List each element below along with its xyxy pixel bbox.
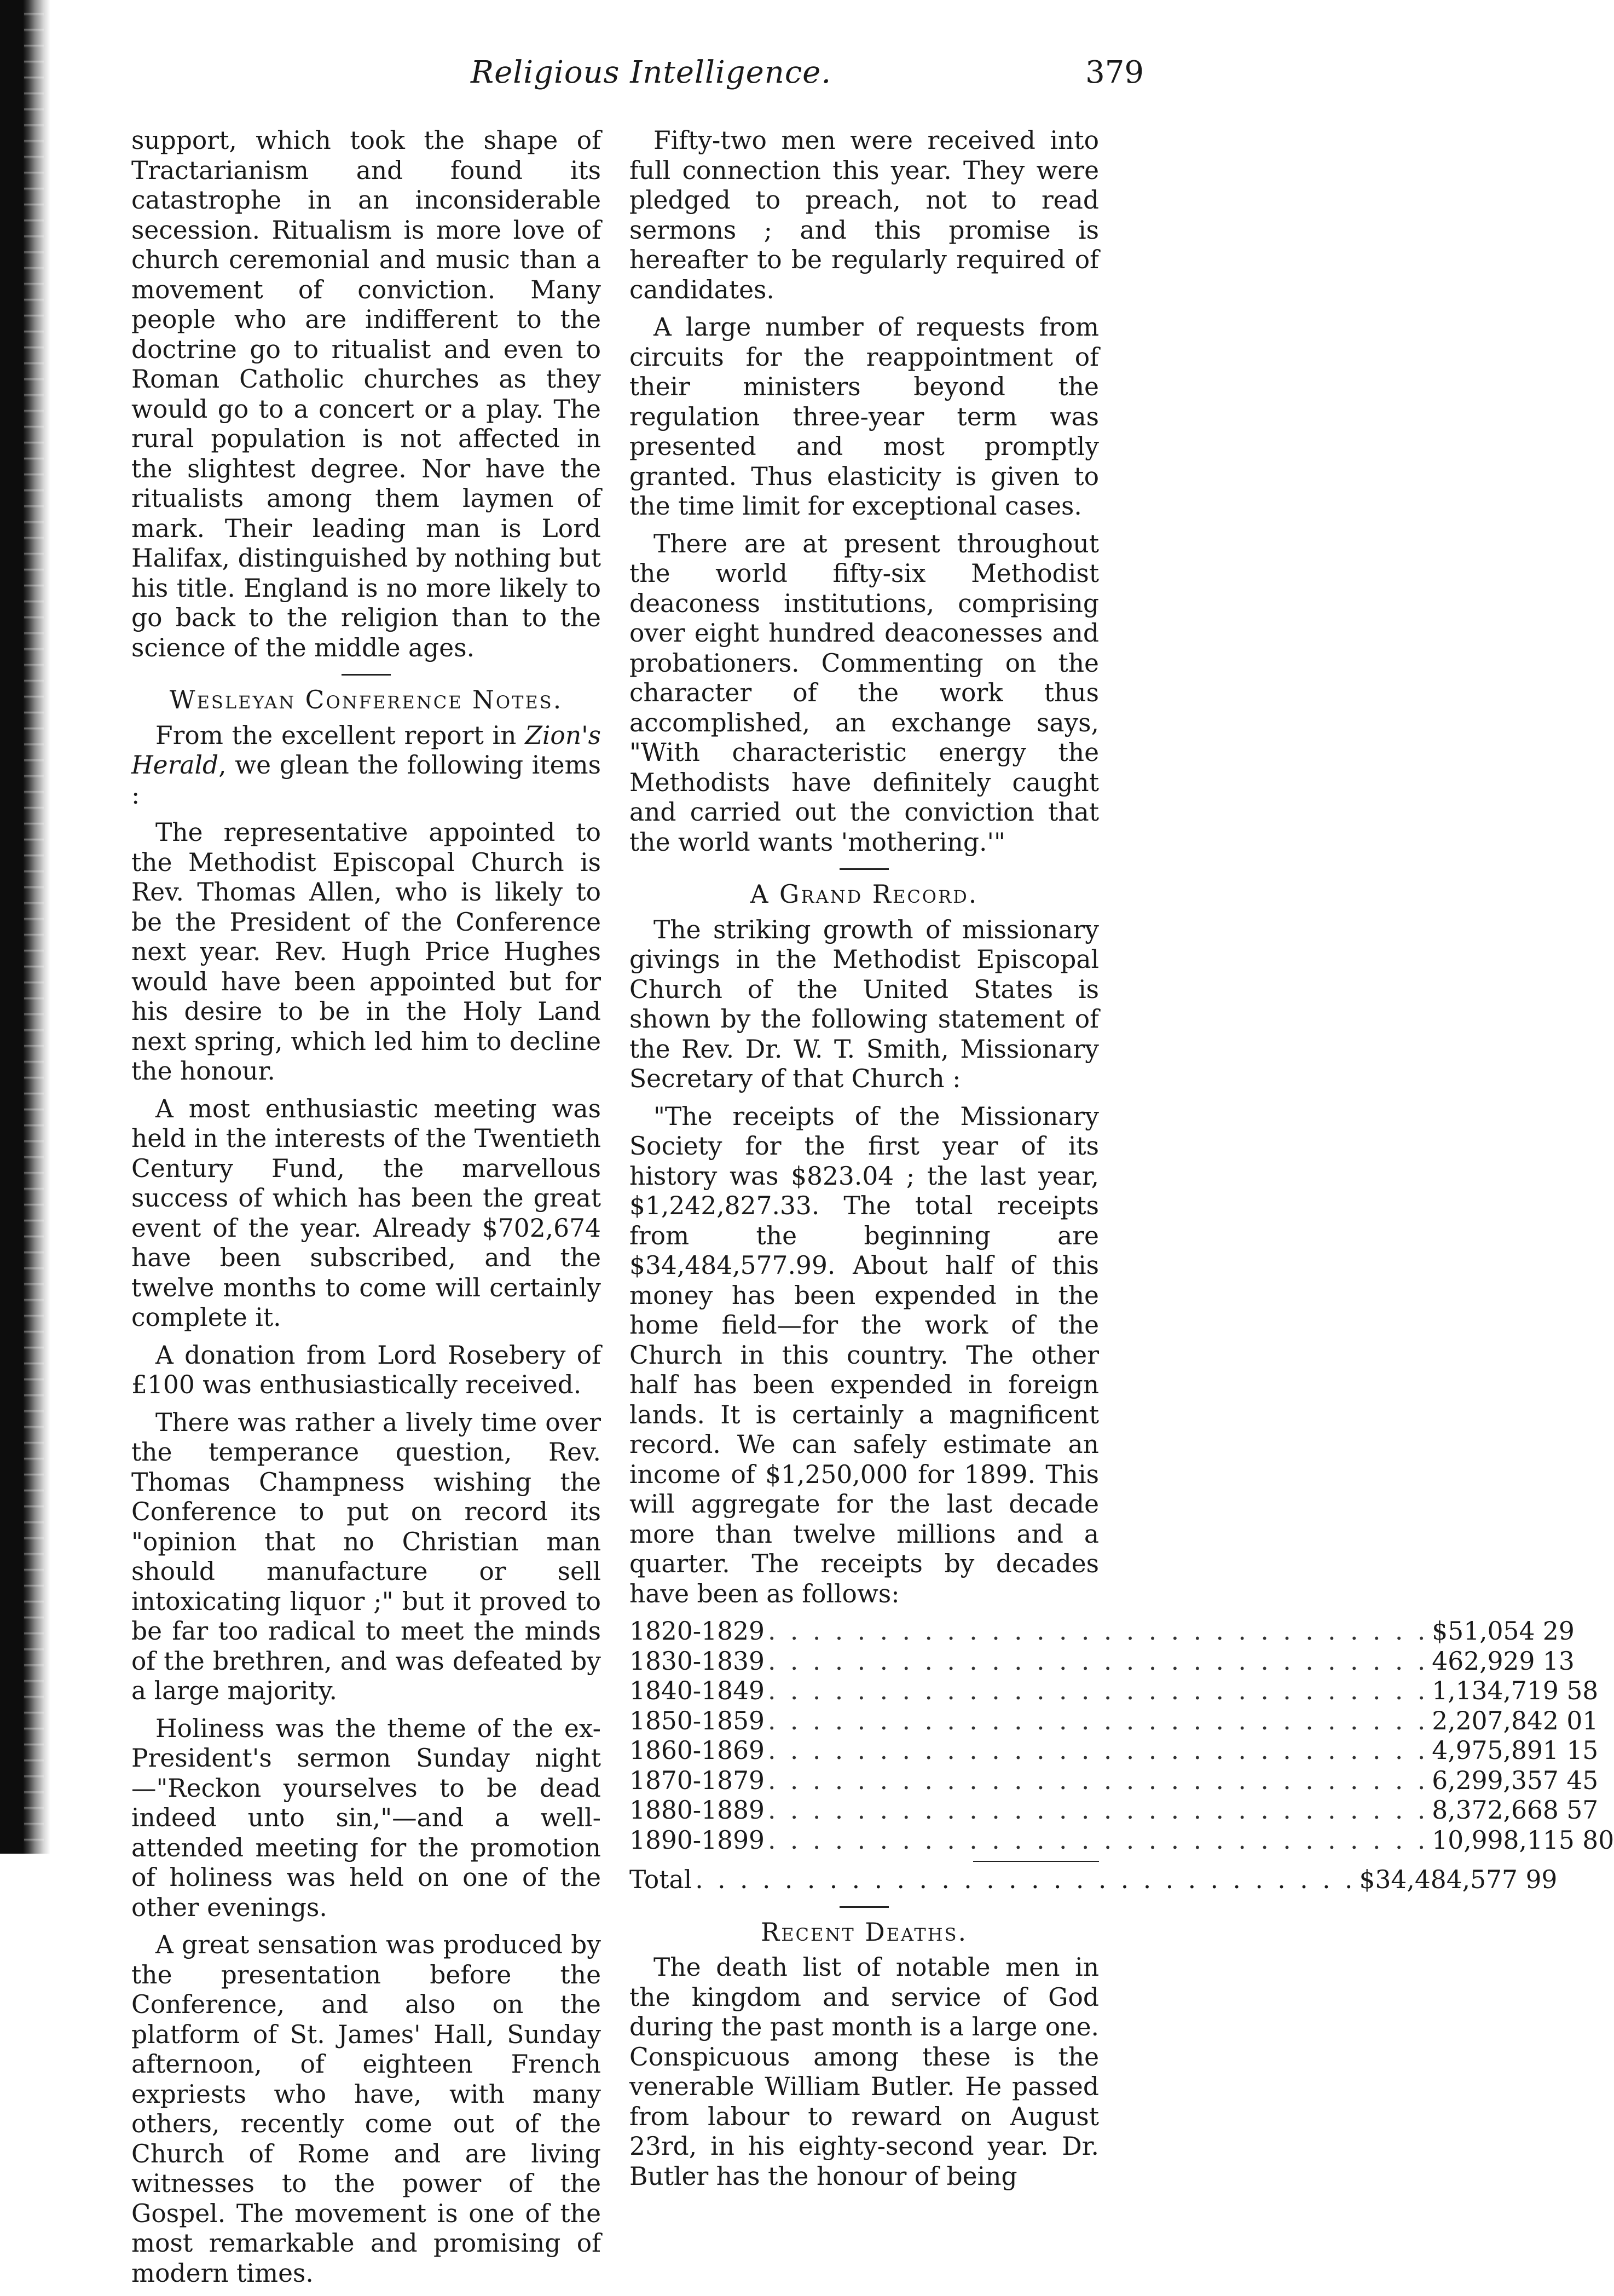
section-heading-recent-deaths: Recent Deaths. bbox=[760, 1917, 968, 1947]
decade-label: 1860-1869 bbox=[629, 1736, 765, 1765]
paragraph: The death list of notable men in the kingdom and service of God during the past month is a large one. Conspicuous among these is the venerable William Butler. He passed from labour to reward on August 23rd, in his eighty-second year. Dr. Butler has the honour of being bbox=[629, 1953, 1099, 2191]
receipts-row bbox=[629, 1825, 1614, 1856]
paragraph: support, which took the shape of Tractarianism and found its catastrophe in an inconsiderable secession. Ritualism is more love of church ceremonial and music than a movement of conviction. Many people who are indifferent to the doctrine go to ritualist and even to Roman Catholic churches as they would go to a concert or a play. The rural population is not affected in the slightest degree. Nor have the ritualists among them laymen of mark. Their leading man is Lord Halifax, distinguished by nothing but his title. England is no more likely to go back to the religion than to the science of the middle ages. bbox=[131, 126, 601, 662]
decade-amount: 10,998,115 80 bbox=[1432, 1825, 1614, 1855]
decade-amount: 462,929 13 bbox=[1432, 1646, 1575, 1676]
text-run: , we glean the following items : bbox=[131, 751, 601, 810]
decade-amount: 4,975,891 15 bbox=[1432, 1736, 1599, 1765]
paragraph: A donation from Lord Rosebery of £100 was enthusiastically received. bbox=[131, 1340, 601, 1399]
leader-dots: . . . . . . . . . . . . . . . . . . . . . . . . . . . . . . bbox=[767, 1617, 1429, 1646]
paragraph: The striking growth of missionary givings in the Methodist Episcopal Church of the United States is shown by the following statement of the Rev. Dr. W. T. Smith, Missionary Secretary of that Church : bbox=[629, 915, 1099, 1093]
receipts-table bbox=[629, 1617, 1614, 1855]
paragraph: "The receipts of the Missionary Society for the first year of its history was $823.04 ; the last year, $1,242,827.33. The total receipts from the beginning are $34,484,577.99. About half of this money has been expended in the home field—for the work of the Church in this country. The other half has been expended in foreign lands. It is certainly a magnificent record. We can safely estimate an income of $1,250,000 for 1899. This will aggregate for the last decade more than twelve millions and a quarter. The receipts by decades have been as follows: bbox=[629, 1101, 1099, 1608]
decade-amount: 1,134,719 58 bbox=[1432, 1676, 1599, 1705]
paragraph: There was rather a lively time over the temperance question, Rev. Thomas Champness wishing the Conference to put on record its "opinion that no Christian man should manufacture or sell intoxicating liquor ;" but it proved to be far too radical to meet the minds of the brethren, and was defeated by a large majority. bbox=[131, 1407, 601, 1705]
section-rule bbox=[840, 868, 889, 870]
paragraph: Holiness was the theme of the ex-President's sermon Sunday night—"Reckon yourselves to be dead indeed unto sin,"—and a well-attended meeting for the promotion of holiness was held on one of the other evenings. bbox=[131, 1714, 601, 1922]
text-run: From the excellent report in bbox=[155, 720, 525, 750]
decade-amount: 6,299,357 45 bbox=[1432, 1766, 1599, 1795]
leader-dots: . . . . . . . . . . . . . . . . . . . . . . . . . . . . . . bbox=[767, 1796, 1429, 1825]
receipts-row bbox=[629, 1766, 1599, 1796]
total-row bbox=[629, 1865, 1558, 1895]
publication-title: Zion's bbox=[525, 720, 601, 750]
leader-dots: . . . . . . . . . . . . . . . . . . . . . . . . . . . . . . bbox=[695, 1865, 1356, 1894]
book-binding-edge bbox=[0, 0, 50, 1854]
leader-dots: . . . . . . . . . . . . . . . . . . . . . . . . . . . . . . bbox=[767, 1825, 1429, 1855]
decade-amount: 8,372,668 57 bbox=[1432, 1796, 1599, 1825]
receipts-row bbox=[629, 1796, 1599, 1826]
decade-label: 1840-1849 bbox=[629, 1676, 765, 1705]
section-heading-wesleyan: Wesleyan Conference Notes. bbox=[169, 685, 563, 714]
decade-label: 1820-1829 bbox=[629, 1617, 765, 1646]
paragraph: A large number of requests from circuits for the reappointment of their ministers beyond the regulation three-year term was presented and most promptly granted. Thus elasticity is given to the time limit for exceptional cases. bbox=[629, 313, 1099, 521]
leader-dots: . . . . . . . . . . . . . . . . . . . . . . . . . . . . . . bbox=[767, 1706, 1429, 1735]
leader-dots: . . . . . . . . . . . . . . . . . . . . . . . . . . . . . . bbox=[767, 1736, 1429, 1765]
page-header bbox=[131, 55, 1144, 104]
receipts-row bbox=[629, 1617, 1575, 1647]
total-rule bbox=[973, 1861, 1099, 1862]
page-number: 379 bbox=[1085, 55, 1144, 90]
left-column bbox=[131, 126, 601, 2296]
paragraph: A great sensation was produced by the presentation before the Conference, and also on the platform of St. James' Hall, Sunday afternoon, of eighteen French expriests who have, with many others, recently come out of the Church of Rome and are living witnesses to the power of the Gospel. The movement is one of the most remarkable and promising of modern times. bbox=[131, 1930, 601, 2288]
decade-label: 1880-1889 bbox=[629, 1796, 765, 1825]
paragraph: A most enthusiastic meeting was held in the interests of the Twentieth Century Fund, the marvellous success of which has been the great event of the year. Already $702,674 have been subscribed, and the twelve months to come will certainly complete it. bbox=[131, 1094, 601, 1332]
decade-label: 1890-1899 bbox=[629, 1825, 765, 1855]
receipts-row bbox=[629, 1706, 1599, 1737]
leader-dots: . . . . . . . . . . . . . . . . . . . . . . . . . . . . . . bbox=[767, 1676, 1429, 1705]
receipts-row bbox=[629, 1736, 1599, 1766]
paragraph: Fifty-two men were received into full connection this year. They were pledged to preach, not to read sermons ; and this promise is hereafter to be regularly required of candidates. bbox=[629, 126, 1099, 304]
total-label: Total bbox=[629, 1865, 692, 1894]
publication-title: Herald bbox=[131, 751, 219, 780]
running-title: Religious Intelligence. bbox=[471, 55, 832, 90]
paragraph: The representative appointed to the Methodist Episcopal Church is Rev. Thomas Allen, who is likely to be the President of the Conference next year. Rev. Hugh Price Hughes would have been appointed but for his desire to be in the Holy Land next spring, which led him to decline the honour. bbox=[131, 818, 601, 1086]
section-rule bbox=[840, 1906, 889, 1908]
leader-dots: . . . . . . . . . . . . . . . . . . . . . . . . . . . . . . bbox=[767, 1766, 1429, 1795]
paragraph bbox=[131, 721, 601, 811]
total-amount: $34,484,577 99 bbox=[1359, 1865, 1558, 1894]
decade-amount: $51,054 29 bbox=[1432, 1617, 1575, 1646]
right-column bbox=[629, 126, 1614, 2199]
decade-label: 1830-1839 bbox=[629, 1646, 765, 1676]
decade-amount: 2,207,842 01 bbox=[1432, 1706, 1599, 1735]
section-rule bbox=[342, 674, 391, 676]
decade-label: 1870-1879 bbox=[629, 1766, 765, 1795]
receipts-row bbox=[629, 1646, 1575, 1677]
paragraph: There are at present throughout the world fifty-six Methodist deaconess institutions, comprising over eight hundred deaconesses and probationers. Commenting on the character of the work thus accomplished, an exchange says, "With characteristic energy the Methodists have definitely caught and carried out the conviction that the world wants 'mothering.'" bbox=[629, 529, 1099, 857]
leader-dots: . . . . . . . . . . . . . . . . . . . . . . . . . . . . . . bbox=[767, 1646, 1429, 1676]
decade-label: 1850-1859 bbox=[629, 1706, 765, 1735]
receipts-row bbox=[629, 1676, 1599, 1706]
section-heading-grand-record: A Grand Record. bbox=[750, 880, 979, 909]
